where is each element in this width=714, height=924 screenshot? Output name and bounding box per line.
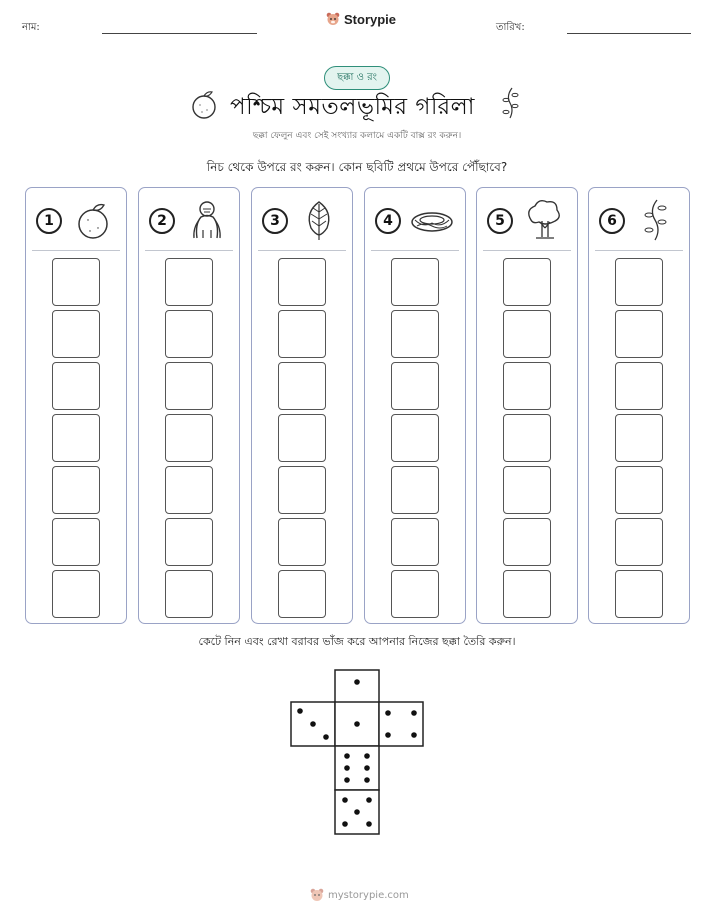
column-divider: [371, 250, 459, 251]
column-3: [251, 187, 353, 624]
color-box[interactable]: [52, 362, 100, 410]
cut-instruction: কেটে নিন এবং রেখা বরাবর ভাঁজ করে আপনার নিজের ছক্কা তৈরি করুন।: [198, 635, 516, 648]
pip: [364, 753, 370, 759]
pip: [385, 732, 391, 738]
color-box[interactable]: [52, 570, 100, 618]
tree-icon: [521, 198, 567, 242]
pip: [342, 821, 348, 827]
column-number: 4: [375, 208, 401, 234]
color-box[interactable]: [391, 414, 439, 462]
column-number: 1: [36, 208, 62, 234]
color-box[interactable]: [503, 310, 551, 358]
pip: [364, 777, 370, 783]
column-divider: [483, 250, 571, 251]
color-box[interactable]: [52, 258, 100, 306]
color-box[interactable]: [52, 518, 100, 566]
brand-logo: [326, 12, 396, 27]
pip: [366, 797, 372, 803]
pip: [354, 721, 360, 727]
color-box[interactable]: [615, 310, 663, 358]
pip: [344, 765, 350, 771]
color-box[interactable]: [615, 466, 663, 514]
pip: [344, 753, 350, 759]
color-box[interactable]: [615, 518, 663, 566]
color-box[interactable]: [391, 570, 439, 618]
color-box[interactable]: [503, 414, 551, 462]
color-box[interactable]: [278, 414, 326, 462]
color-box[interactable]: [615, 258, 663, 306]
pip: [354, 679, 360, 685]
column-header: [365, 188, 465, 250]
color-box[interactable]: [391, 466, 439, 514]
color-box[interactable]: [503, 518, 551, 566]
footer: [310, 888, 409, 903]
color-box[interactable]: [52, 466, 100, 514]
name-label: নাম:: [22, 22, 40, 33]
pip: [411, 732, 417, 738]
column-6: [588, 187, 690, 624]
color-box[interactable]: [278, 310, 326, 358]
column-number: 2: [149, 208, 175, 234]
instruction-text: নিচ থেকে উপরে রং করুন। কোন ছবিটি প্রথমে উপরে পৌঁছাবে?: [206, 160, 508, 174]
pip: [344, 777, 350, 783]
color-box[interactable]: [165, 414, 213, 462]
column-divider: [595, 250, 683, 251]
color-box[interactable]: [503, 466, 551, 514]
date-line[interactable]: [567, 33, 691, 34]
column-2: [138, 187, 240, 624]
color-box[interactable]: [165, 570, 213, 618]
pip: [342, 797, 348, 803]
pip: [411, 710, 417, 716]
die-net[interactable]: [288, 668, 426, 838]
die-face: [379, 702, 423, 746]
color-box[interactable]: [503, 258, 551, 306]
nest-icon: [409, 198, 455, 242]
column-header: [252, 188, 352, 250]
color-box[interactable]: [52, 414, 100, 462]
pip: [323, 734, 329, 740]
leaf-icon: [296, 198, 342, 242]
color-box[interactable]: [391, 258, 439, 306]
color-box[interactable]: [615, 362, 663, 410]
column-5: [476, 187, 578, 624]
color-box[interactable]: [278, 258, 326, 306]
color-box[interactable]: [615, 570, 663, 618]
column-4: [364, 187, 466, 624]
pip: [354, 809, 360, 815]
orange-icon: [189, 89, 219, 121]
color-box[interactable]: [391, 518, 439, 566]
footer-url[interactable]: mystorypie.com: [328, 890, 409, 901]
color-box[interactable]: [615, 414, 663, 462]
name-line[interactable]: [102, 33, 257, 34]
pip: [385, 710, 391, 716]
column-divider: [145, 250, 233, 251]
vine-icon: [500, 86, 522, 120]
column-header: [589, 188, 689, 250]
color-box[interactable]: [278, 570, 326, 618]
column-header: [26, 188, 126, 250]
column-number: 6: [599, 208, 625, 234]
brand-name: Storypie: [344, 12, 397, 27]
category-badge: ছক্কা ও রং: [324, 66, 390, 90]
gorilla-icon: [183, 198, 229, 242]
column-divider: [258, 250, 346, 251]
color-box[interactable]: [52, 310, 100, 358]
column-divider: [32, 250, 120, 251]
color-box[interactable]: [278, 362, 326, 410]
color-box[interactable]: [165, 362, 213, 410]
column-header: [477, 188, 577, 250]
color-box[interactable]: [503, 362, 551, 410]
pip: [297, 708, 303, 714]
pip: [366, 821, 372, 827]
column-number: 3: [262, 208, 288, 234]
color-box[interactable]: [165, 310, 213, 358]
color-box[interactable]: [391, 310, 439, 358]
color-box[interactable]: [278, 518, 326, 566]
orange-icon: [70, 198, 116, 242]
column-header: [139, 188, 239, 250]
color-box[interactable]: [278, 466, 326, 514]
pip: [310, 721, 316, 727]
bear-icon: [310, 888, 324, 903]
die-face: [335, 746, 379, 790]
date-label: তারিখ:: [496, 22, 525, 33]
subtitle: ছক্কা ফেলুন এবং সেই সংখ্যার কলামে একটি বাক্স রং করুন।: [252, 131, 462, 141]
page-title: পশ্চিম সমতলভূমির গরিলা: [230, 94, 475, 120]
column-1: [25, 187, 127, 624]
color-box[interactable]: [165, 258, 213, 306]
bear-icon: [326, 12, 340, 27]
color-box[interactable]: [391, 362, 439, 410]
pip: [364, 765, 370, 771]
color-box[interactable]: [165, 466, 213, 514]
column-number: 5: [487, 208, 513, 234]
color-box[interactable]: [503, 570, 551, 618]
vine-icon: [633, 198, 679, 242]
color-box[interactable]: [165, 518, 213, 566]
